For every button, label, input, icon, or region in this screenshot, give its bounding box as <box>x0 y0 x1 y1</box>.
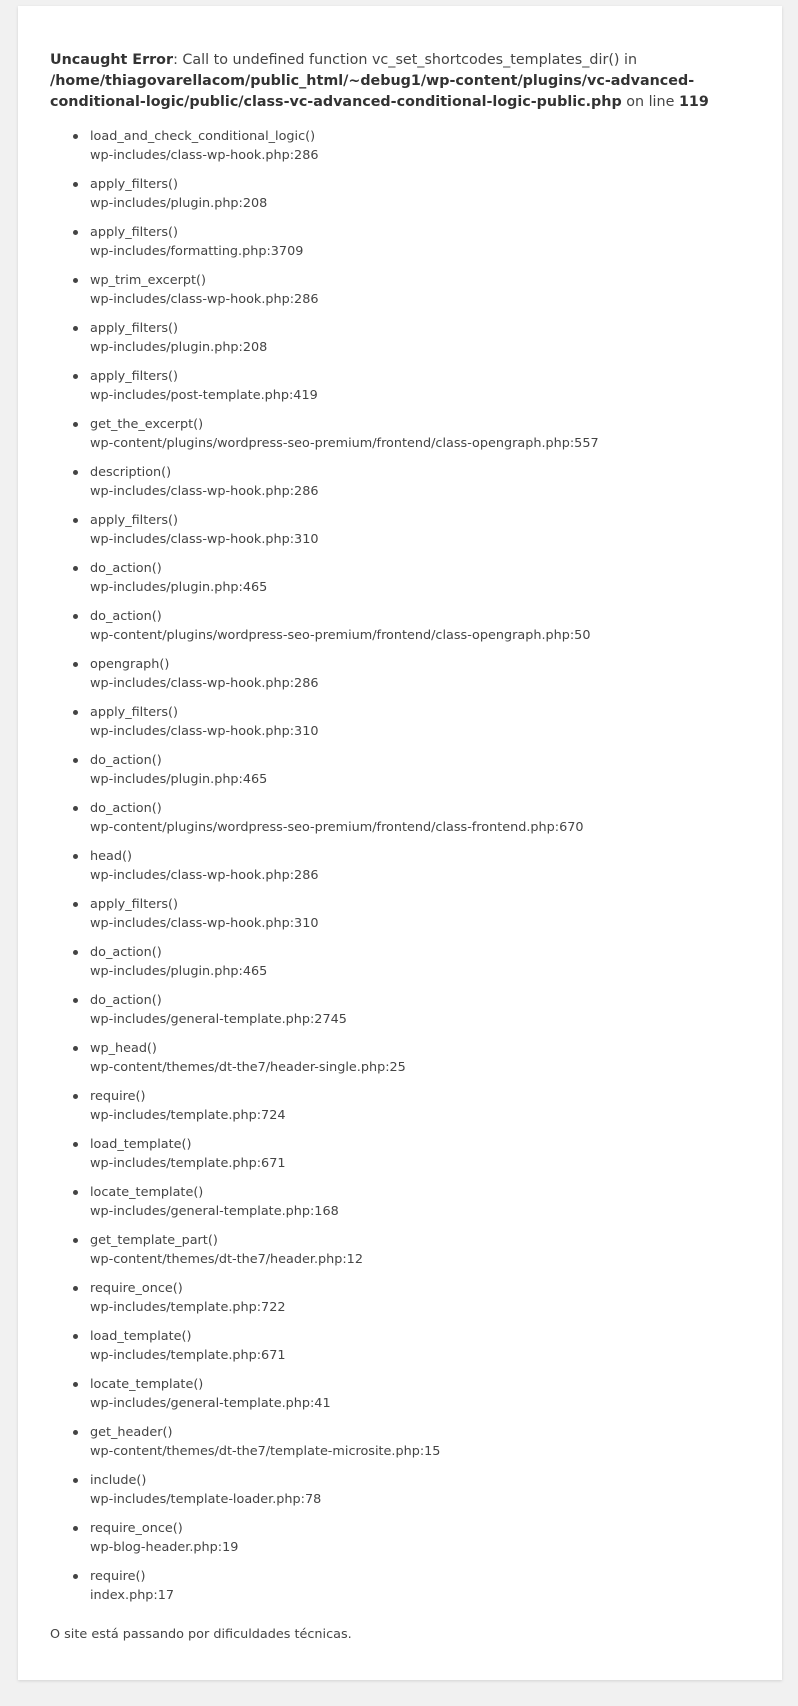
trace-item <box>90 559 750 597</box>
trace-item <box>90 751 750 789</box>
trace-function: wp_trim_excerpt() <box>90 273 206 288</box>
trace-item <box>90 1423 750 1461</box>
trace-function: load_and_check_conditional_logic() <box>90 129 316 144</box>
trace-location: wp-content/plugins/wordpress-seo-premium/frontend/class-opengraph.php:50 <box>90 628 591 643</box>
trace-item <box>90 991 750 1029</box>
trace-item <box>90 703 750 741</box>
trace-item <box>90 607 750 645</box>
trace-location: wp-content/themes/dt-the7/header.php:12 <box>90 1252 363 1267</box>
error-online-text: on line <box>621 94 679 110</box>
trace-item <box>90 1183 750 1221</box>
trace-function: load_template() <box>90 1329 192 1344</box>
trace-location: wp-includes/template.php:671 <box>90 1156 286 1171</box>
trace-location: wp-blog-header.php:19 <box>90 1540 239 1555</box>
trace-location: wp-includes/class-wp-hook.php:286 <box>90 868 319 883</box>
trace-function: require_once() <box>90 1281 183 1296</box>
trace-item <box>90 271 750 309</box>
trace-location: wp-includes/template.php:724 <box>90 1108 286 1123</box>
trace-item <box>90 799 750 837</box>
trace-function: locate_template() <box>90 1185 204 1200</box>
trace-location: wp-includes/template.php:722 <box>90 1300 286 1315</box>
trace-function: locate_template() <box>90 1377 204 1392</box>
trace-location: wp-includes/class-wp-hook.php:286 <box>90 676 319 691</box>
trace-item <box>90 223 750 261</box>
trace-function: do_action() <box>90 993 162 1008</box>
trace-location: wp-includes/template-loader.php:78 <box>90 1492 322 1507</box>
trace-location: wp-includes/plugin.php:465 <box>90 772 268 787</box>
trace-function: do_action() <box>90 753 162 768</box>
trace-function: apply_filters() <box>90 705 179 720</box>
trace-location: wp-content/plugins/wordpress-seo-premium/frontend/class-opengraph.php:557 <box>90 436 599 451</box>
trace-location: wp-includes/class-wp-hook.php:286 <box>90 148 319 163</box>
trace-item <box>90 1519 750 1557</box>
trace-location: index.php:17 <box>90 1588 175 1603</box>
trace-item <box>90 1471 750 1509</box>
trace-function: apply_filters() <box>90 225 179 240</box>
trace-location: wp-includes/class-wp-hook.php:286 <box>90 484 319 499</box>
stack-trace-list <box>50 127 750 1605</box>
trace-function: wp_head() <box>90 1041 157 1056</box>
trace-function: do_action() <box>90 945 162 960</box>
error-heading <box>50 50 750 113</box>
trace-item <box>90 847 750 885</box>
trace-function: include() <box>90 1473 147 1488</box>
trace-function: do_action() <box>90 561 162 576</box>
trace-function: apply_filters() <box>90 177 179 192</box>
trace-location: wp-includes/general-template.php:2745 <box>90 1012 347 1027</box>
trace-item <box>90 1279 750 1317</box>
trace-location: wp-includes/formatting.php:3709 <box>90 244 304 259</box>
trace-function: do_action() <box>90 801 162 816</box>
trace-item <box>90 367 750 405</box>
trace-item <box>90 1087 750 1125</box>
error-message: : Call to undefined function vc_set_shortcodes_templates_dir() in <box>173 52 638 68</box>
trace-item <box>90 511 750 549</box>
trace-item <box>90 175 750 213</box>
trace-function: description() <box>90 465 172 480</box>
trace-location: wp-includes/general-template.php:168 <box>90 1204 339 1219</box>
trace-item <box>90 463 750 501</box>
trace-function: apply_filters() <box>90 513 179 528</box>
trace-item <box>90 943 750 981</box>
trace-location: wp-content/themes/dt-the7/template-microsite.php:15 <box>90 1444 441 1459</box>
trace-location: wp-includes/class-wp-hook.php:310 <box>90 916 319 931</box>
trace-function: require_once() <box>90 1521 183 1536</box>
trace-function: require() <box>90 1089 146 1104</box>
trace-item <box>90 1327 750 1365</box>
trace-item <box>90 127 750 165</box>
trace-location: wp-includes/template.php:671 <box>90 1348 286 1363</box>
trace-item <box>90 415 750 453</box>
trace-function: get_template_part() <box>90 1233 218 1248</box>
trace-location: wp-includes/class-wp-hook.php:310 <box>90 724 319 739</box>
trace-function: get_header() <box>90 1425 173 1440</box>
trace-location: wp-includes/plugin.php:465 <box>90 580 268 595</box>
trace-function: head() <box>90 849 132 864</box>
technical-difficulties-message: O site está passando por dificuldades técnicas. <box>50 1627 352 1642</box>
trace-location: wp-includes/class-wp-hook.php:286 <box>90 292 319 307</box>
trace-location: wp-includes/plugin.php:208 <box>90 340 268 355</box>
trace-item <box>90 1375 750 1413</box>
trace-function: opengraph() <box>90 657 170 672</box>
trace-function: apply_filters() <box>90 897 179 912</box>
trace-item <box>90 319 750 357</box>
error-label: Uncaught Error <box>50 52 174 68</box>
trace-item <box>90 1231 750 1269</box>
trace-item <box>90 1567 750 1605</box>
trace-function: apply_filters() <box>90 321 179 336</box>
error-file-path: /home/thiagovarellacom/public_html/~debug1/wp-content/plugins/vc-advanced-conditional-logic/public/class-vc-advanced-conditional-logic-public.php <box>50 73 695 110</box>
trace-item <box>90 1039 750 1077</box>
trace-function: load_template() <box>90 1137 192 1152</box>
trace-location: wp-includes/class-wp-hook.php:310 <box>90 532 319 547</box>
trace-location: wp-includes/plugin.php:465 <box>90 964 268 979</box>
trace-location: wp-content/plugins/wordpress-seo-premium/frontend/class-frontend.php:670 <box>90 820 584 835</box>
trace-location: wp-includes/general-template.php:41 <box>90 1396 331 1411</box>
trace-function: get_the_excerpt() <box>90 417 204 432</box>
trace-item <box>90 895 750 933</box>
trace-item <box>90 655 750 693</box>
trace-function: apply_filters() <box>90 369 179 384</box>
trace-function: require() <box>90 1569 146 1584</box>
trace-location: wp-includes/post-template.php:419 <box>90 388 318 403</box>
error-line-number: 119 <box>678 94 709 110</box>
trace-location: wp-includes/plugin.php:208 <box>90 196 268 211</box>
trace-location: wp-content/themes/dt-the7/header-single.php:25 <box>90 1060 406 1075</box>
trace-function: do_action() <box>90 609 162 624</box>
trace-item <box>90 1135 750 1173</box>
error-page-container <box>18 6 782 1680</box>
